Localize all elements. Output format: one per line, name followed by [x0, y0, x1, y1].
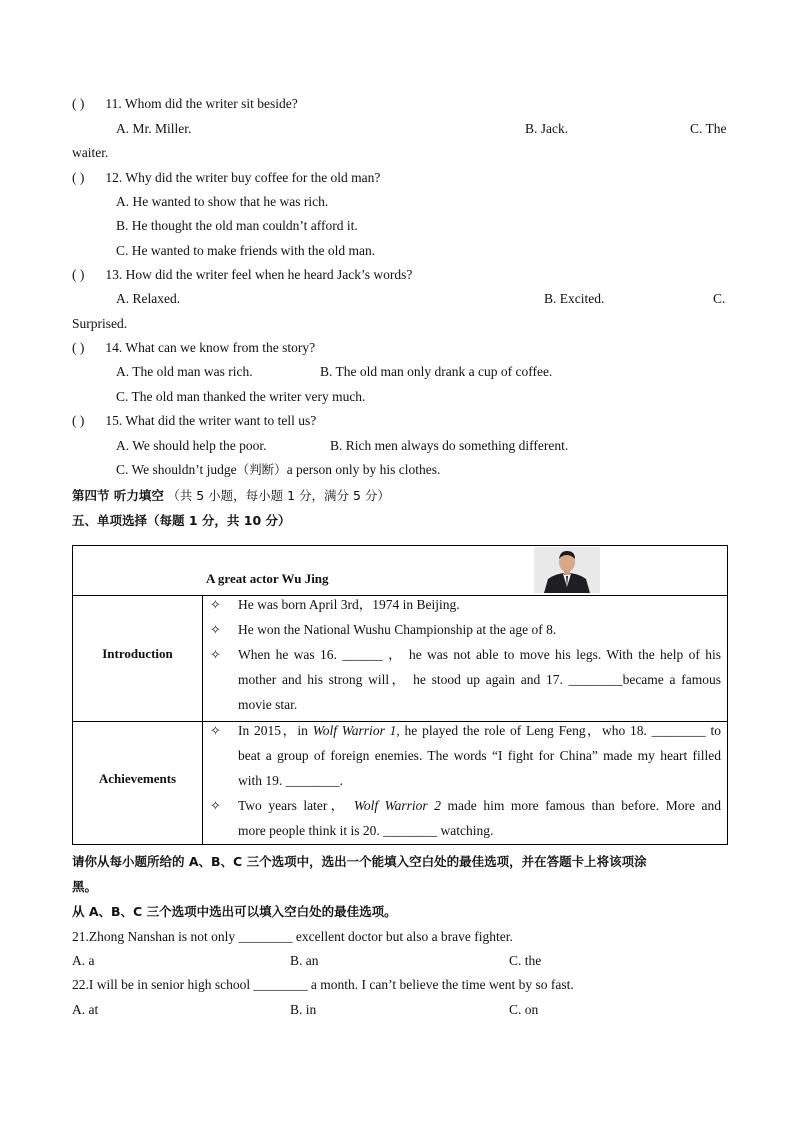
section-5-heading: 五、单项选择（每题 1 分，共 10 分） [72, 513, 291, 528]
question-11 [72, 95, 298, 113]
ach-line-1c: with 19. ________. [238, 773, 344, 788]
option-c: C. He wanted to make friends with the old man. [116, 243, 376, 258]
question-text: 12. Why did the writer buy coffee for the old man? [105, 170, 381, 185]
ach-text: Two years later， [238, 798, 354, 813]
ach-text: In 2015，in [238, 723, 313, 738]
answer-paren: ( ) [72, 267, 85, 282]
info-table [72, 545, 728, 845]
instruction-line-1: 请你从每小题所给的 A、B、C 三个选项中，选出一个能填入空白处的最佳选项，并在答题卡上将该项涂 [72, 854, 647, 869]
option-c-text: C. We shouldn’t judge [116, 462, 237, 477]
option-b: B. in [290, 1002, 317, 1017]
intro-line-3b: mother and his strong will， he stood up again and 17. ________became a famous [238, 672, 721, 687]
option-c: C. [713, 291, 726, 306]
instruction-line-2: 黑。 [72, 879, 98, 894]
option-a: A. We should help the poor. [116, 438, 267, 453]
table-title: A great actor Wu Jing [206, 571, 329, 586]
achievements-label: Achievements [98, 771, 177, 786]
answer-paren: ( ) [72, 340, 85, 355]
instruction-line-3: 从 A、B、C 三个选项中选出可以填入空白处的最佳选项。 [72, 904, 397, 919]
option-a: A. Relaxed. [116, 291, 181, 306]
option-a: A. He wanted to show that he was rich. [116, 194, 329, 209]
option-a: A. a [72, 953, 95, 968]
option-c [116, 461, 440, 479]
option-b: B. He thought the old man couldn’t afford it. [116, 218, 358, 233]
ach-line-2a [238, 793, 721, 818]
answer-paren: ( ) [72, 96, 85, 111]
section-4-heading [72, 487, 390, 505]
option-a: A. Mr. Miller. [116, 121, 192, 136]
answer-paren: ( ) [72, 413, 85, 428]
film-title: Wolf Warrior 1 [312, 723, 397, 738]
intro-line-2: He won the National Wushu Championship at the age of 8. [238, 622, 557, 637]
option-b: B. The old man only drank a cup of coffee. [320, 364, 553, 379]
ach-text: , he played the role of Leng Feng，who 18. ________ to [396, 723, 721, 738]
question-text: 11. Whom did the writer sit beside? [105, 96, 298, 111]
table-column-divider [202, 595, 203, 844]
option-c: C. The [690, 121, 727, 136]
option-b: B. Rich men always do something different. [330, 438, 569, 453]
option-a: A. at [72, 1002, 99, 1017]
bullet-icon: ✧ [210, 622, 221, 637]
section-note: （共 5 小题，每小题 1 分，满分 5 分） [167, 488, 390, 503]
chinese-gloss: （判断） [236, 462, 287, 477]
intro-label: Introduction [102, 646, 173, 661]
option-b: B. an [290, 953, 319, 968]
bullet-icon: ✧ [210, 597, 221, 612]
film-title: Wolf Warrior 2 [353, 798, 441, 813]
question-22: 22.I will be in senior high school ________ a month. I can’t believe the time went by so fast. [72, 977, 574, 992]
option-c: C. on [509, 1002, 539, 1017]
bullet-icon: ✧ [210, 647, 221, 662]
question-text: 15. What did the writer want to tell us? [105, 413, 317, 428]
intro-line-3c: movie star. [238, 697, 298, 712]
option-c-text-end: a person only by his clothes. [286, 462, 441, 477]
option-c-continued: waiter. [72, 145, 109, 160]
section-title: 第四节 听力填空 [72, 488, 164, 503]
question-text: 14. What can we know from the story? [105, 340, 316, 355]
ach-line-2b: more people think it is 20. ________ watching. [238, 823, 494, 838]
intro-line-3a: When he was 16. ______ ， he was not able to move his legs. With the help of his [238, 647, 721, 662]
ach-text: made him more famous than before. More and [440, 798, 722, 813]
option-c: C. The old man thanked the writer very much. [116, 389, 366, 404]
option-b: B. Excited. [544, 291, 605, 306]
bullet-icon: ✧ [210, 723, 221, 738]
ach-line-1a [238, 718, 721, 743]
answer-paren: ( ) [72, 170, 85, 185]
option-c: C. the [509, 953, 542, 968]
option-a: A. The old man was rich. [116, 364, 253, 379]
intro-line-1: He was born April 3rd，1974 in Beijing. [238, 597, 460, 612]
question-21: 21.Zhong Nanshan is not only ________ excellent doctor but also a brave fighter. [72, 929, 513, 944]
question-14 [72, 339, 315, 357]
question-12 [72, 169, 380, 187]
question-13 [72, 266, 412, 284]
ach-line-1b: beat a group of foreign enemies. The words “I fight for China” made my heart filled [238, 748, 721, 763]
option-c-continued: Surprised. [72, 316, 128, 331]
bullet-icon: ✧ [210, 798, 221, 813]
question-15 [72, 412, 316, 430]
actor-photo-image [534, 547, 600, 593]
actor-photo [534, 547, 600, 593]
option-b: B. Jack. [525, 121, 569, 136]
question-text: 13. How did the writer feel when he heard Jack’s words? [105, 267, 413, 282]
